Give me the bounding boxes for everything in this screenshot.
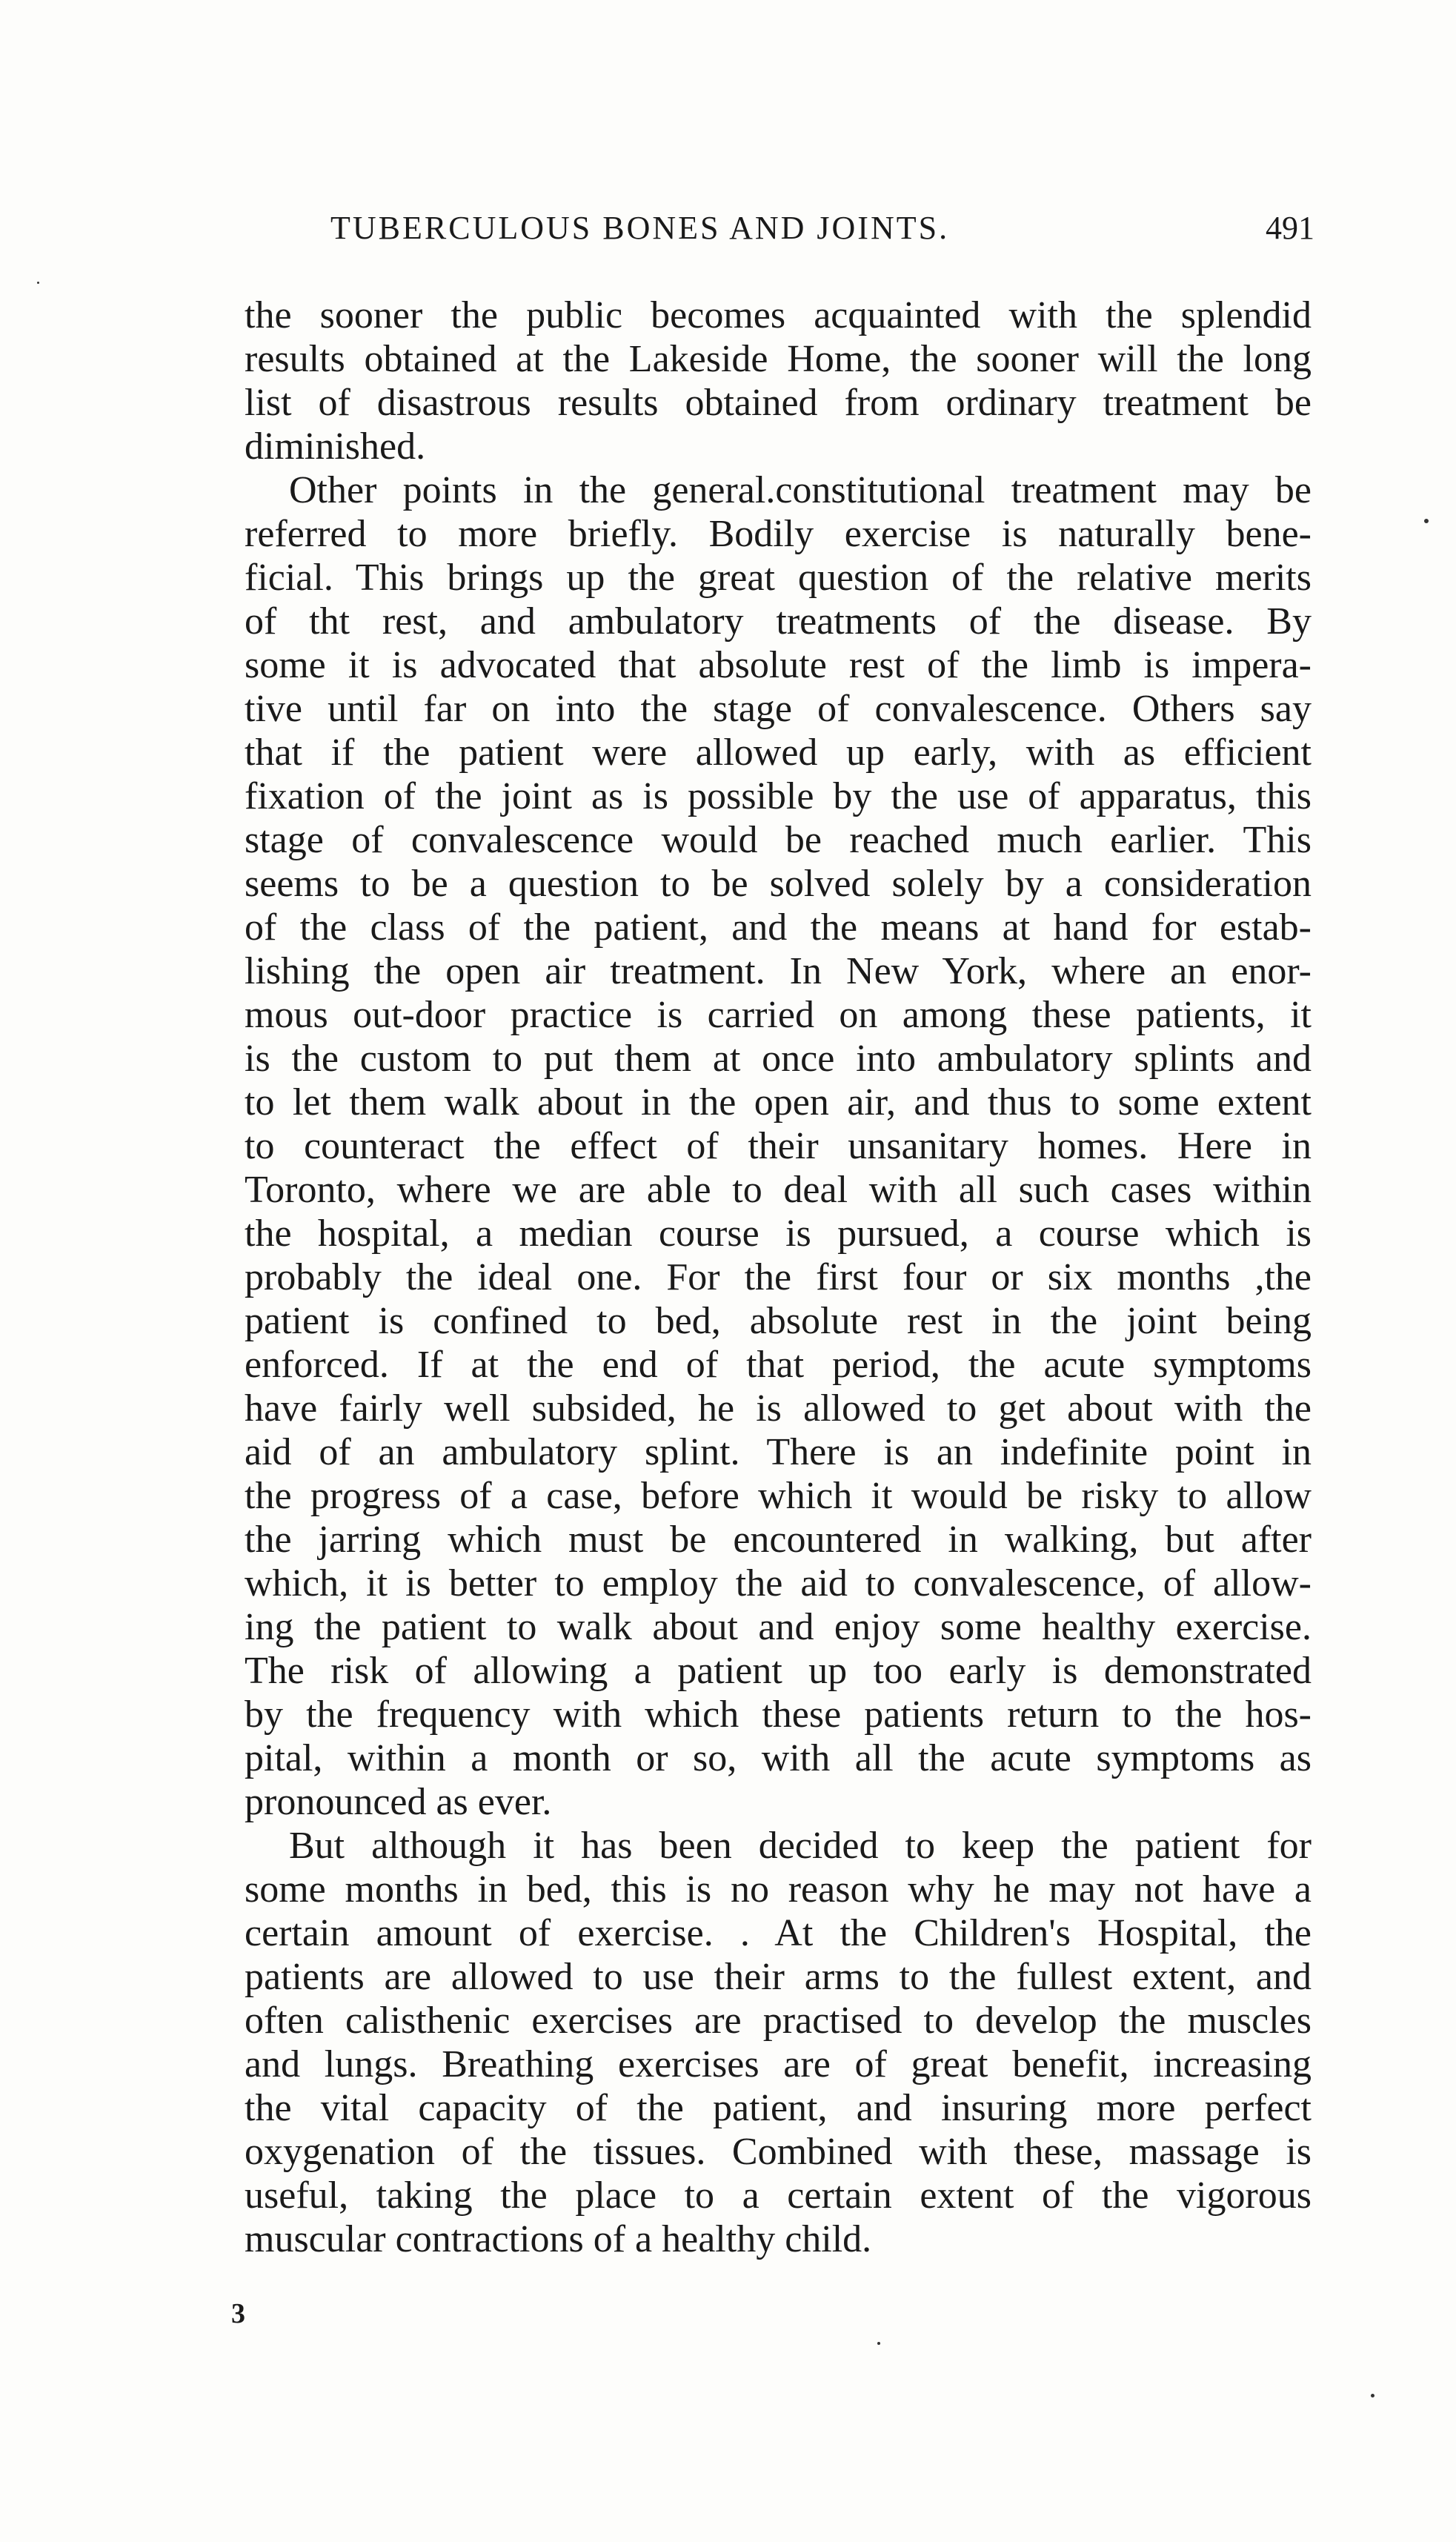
- text-line: which, it is better to employ the aid to convalescence, of allow-: [245, 1562, 1312, 1604]
- text-line: pronounced as ever.: [245, 1781, 552, 1823]
- text-line: is the custom to put them at once into ambulatory splints and: [245, 1038, 1312, 1080]
- text-line: Toronto, where we are able to deal with all such cases within: [245, 1169, 1312, 1211]
- text-line: tive until far on into the stage of convalescence. Others say: [245, 688, 1312, 730]
- text-line: muscular contractions of a healthy child.: [245, 2218, 872, 2260]
- text-line: the vital capacity of the patient, and insuring more perfect: [245, 2087, 1312, 2129]
- text-line: ficial. This brings up the great question of the relative merits: [245, 557, 1312, 599]
- text-line: the hospital, a median course is pursued, a course which is: [245, 1212, 1312, 1255]
- text-line: But although it has been decided to keep the patient for: [289, 1825, 1312, 1867]
- signature-mark: 3: [231, 2298, 245, 2329]
- text-line: list of disastrous results obtained from ordinary treatment be: [245, 382, 1312, 424]
- text-line: to let them walk about in the open air, and thus to some extent: [245, 1081, 1312, 1124]
- text-line: fixation of the joint as is possible by the use of apparatus, this: [245, 775, 1312, 817]
- text-line: diminished.: [245, 425, 426, 468]
- text-line: results obtained at the Lakeside Home, the sooner will the long: [245, 338, 1312, 380]
- text-line: The risk of allowing a patient up too early is demonstrated: [245, 1650, 1312, 1692]
- page-number: 491: [1266, 210, 1314, 246]
- text-line: patient is confined to bed, absolute rest in the joint being: [245, 1300, 1312, 1342]
- text-line: by the frequency with which these patients return to the hos-: [245, 1693, 1312, 1736]
- text-line: the jarring which must be encountered in walking, but after: [245, 1519, 1312, 1561]
- text-line: Other points in the general.constitutional treatment may be: [289, 469, 1312, 511]
- text-line: often calisthenic exercises are practised to develop the muscles: [245, 2000, 1312, 2042]
- text-line: certain amount of exercise. . At the Children's Hospital, the: [245, 1912, 1312, 1954]
- text-line: seems to be a question to be solved solely by a consideration: [245, 863, 1312, 905]
- text-line: probably the ideal one. For the first four or six months ,the: [245, 1256, 1312, 1298]
- running-title: TUBERCULOUS BONES AND JOINTS.: [330, 210, 950, 246]
- text-line: of tht rest, and ambulatory treatments of the disease. By: [245, 600, 1312, 643]
- text-line: some it is advocated that absolute rest of the limb is impera-: [245, 644, 1312, 686]
- text-line: enforced. If at the end of that period, the acute symptoms: [245, 1344, 1312, 1386]
- text-line: some months in bed, this is no reason why he may not have a: [245, 1868, 1312, 1911]
- scan-speck: [1424, 519, 1429, 523]
- body-text: [245, 293, 1312, 2261]
- text-line: have fairly well subsided, he is allowed to get about with the: [245, 1387, 1312, 1430]
- scan-speck: [877, 2342, 880, 2345]
- text-line: patients are allowed to use their arms to the fullest extent, and: [245, 1956, 1312, 1998]
- text-line: stage of convalescence would be reached much earlier. This: [245, 819, 1312, 861]
- text-line: referred to more briefly. Bodily exercise is naturally bene-: [245, 513, 1312, 555]
- text-line: ing the patient to walk about and enjoy some healthy exercise.: [245, 1606, 1312, 1648]
- text-line: the progress of a case, before which it would be risky to allow: [245, 1475, 1312, 1517]
- text-line: lishing the open air treatment. In New York, where an enor-: [245, 950, 1312, 992]
- scan-speck: [1371, 2394, 1374, 2397]
- text-line: and lungs. Breathing exercises are of great benefit, increasing: [245, 2043, 1312, 2085]
- text-line: aid of an ambulatory splint. There is an indefinite point in: [245, 1431, 1312, 1473]
- text-line: oxygenation of the tissues. Combined with these, massage is: [245, 2131, 1312, 2173]
- running-head: [330, 209, 1314, 253]
- text-line: useful, taking the place to a certain extent of the vigorous: [245, 2174, 1312, 2217]
- text-line: that if the patient were allowed up early, with as efficient: [245, 731, 1312, 774]
- text-line: mous out-door practice is carried on among these patients, it: [245, 994, 1312, 1036]
- text-line: of the class of the patient, and the means at hand for estab-: [245, 906, 1312, 949]
- text-line: pital, within a month or so, with all the acute symptoms as: [245, 1737, 1312, 1779]
- text-line: to counteract the effect of their unsanitary homes. Here in: [245, 1125, 1312, 1167]
- scan-speck: [37, 282, 39, 284]
- text-line: the sooner the public becomes acquainted with the splendid: [245, 294, 1312, 336]
